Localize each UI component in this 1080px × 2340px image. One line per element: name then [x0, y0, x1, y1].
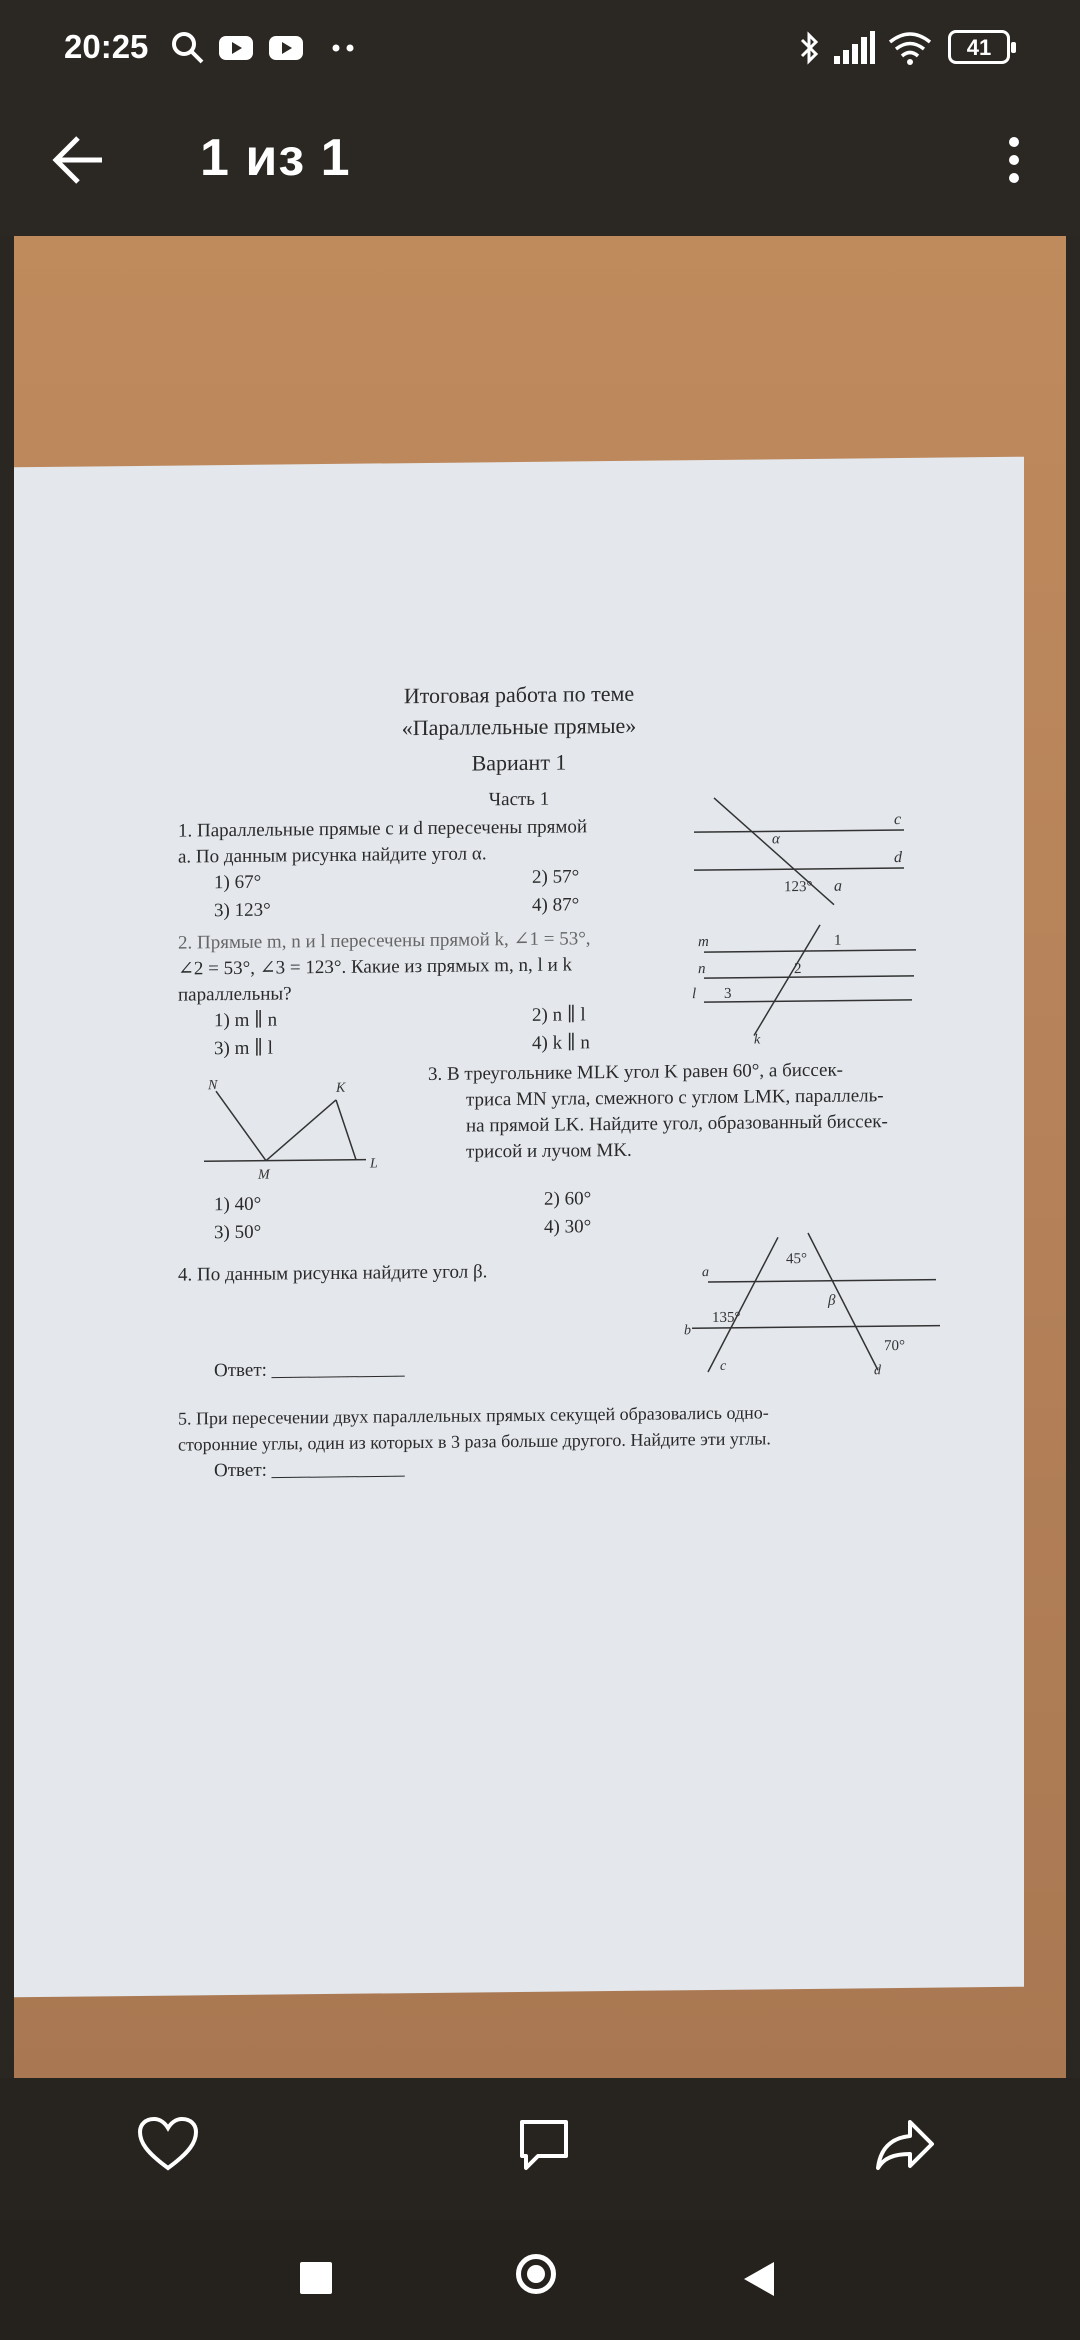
fig2-label-n: n	[698, 961, 706, 978]
fig2-angle2: 2	[794, 961, 802, 978]
q1-option2: 2) 57°	[532, 866, 580, 888]
q1-option1: 1) 67°	[214, 871, 262, 894]
heart-icon[interactable]	[136, 2116, 200, 2172]
q3-option2: 2) 60°	[544, 1188, 592, 1210]
photo-viewer[interactable]	[14, 236, 1066, 2078]
fig4-angle-45: 45°	[786, 1250, 807, 1268]
doc-title: Итоговая работа по теме	[403, 680, 635, 709]
q3-option3: 3) 50°	[214, 1221, 262, 1244]
figure-1	[684, 792, 914, 914]
wifi-icon	[888, 30, 932, 66]
fig1-label-a: a	[834, 877, 842, 895]
doc-part: Часть 1	[488, 788, 550, 811]
q2-option2: 2) n ∥ l	[532, 1004, 586, 1026]
q3-line4: трисой и лучом MK.	[466, 1139, 632, 1163]
q1-option4: 4) 87°	[532, 894, 580, 916]
q2-line3: параллельны?	[178, 983, 292, 1006]
q2-option1: 1) m ∥ n	[214, 1009, 278, 1032]
fig3-label-K: K	[336, 1080, 346, 1096]
q2-line1: 2. Прямые m, n и l пересечены прямой k, ∠1 = 53°,	[178, 928, 591, 954]
doc-variant: Вариант 1	[471, 749, 567, 776]
q3-option4: 4) 30°	[544, 1216, 592, 1238]
youtube-icon	[218, 30, 254, 66]
q2-option4: 4) k ∥ n	[532, 1032, 590, 1054]
more-notifications-icon	[330, 30, 360, 66]
share-icon[interactable]	[874, 2118, 936, 2172]
status-time: 20:25	[64, 28, 149, 65]
fig4-label-d: d	[874, 1363, 881, 1379]
q4-text: 4. По данным рисунка найдите угол β.	[178, 1261, 488, 1286]
fig2-label-k: k	[754, 1032, 761, 1048]
back-button[interactable]	[742, 2260, 776, 2298]
figure-3	[194, 1073, 404, 1185]
doc-subtitle: «Параллельные прямые»	[401, 712, 637, 741]
recent-apps-button[interactable]	[300, 2262, 332, 2294]
fig2-label-l: l	[692, 986, 697, 1003]
system-nav-bar	[0, 2220, 1080, 2340]
q3-line2: триса MN угла, смежного с углом LMK, параллель-	[466, 1085, 884, 1111]
fig3-label-M: M	[258, 1167, 270, 1183]
worksheet-paper	[14, 457, 1024, 1998]
fig3-label-N: N	[208, 1078, 218, 1094]
q1-line2: a. По данным рисунка найдите угол α.	[178, 843, 487, 868]
q5-line1: 5. При пересечении двух параллельных прямых секущей образовались одно-	[178, 1402, 769, 1429]
battery-level: 41	[966, 35, 992, 60]
fig2-angle3: 3	[724, 985, 732, 1002]
home-button[interactable]	[516, 2254, 556, 2294]
bluetooth-icon	[794, 30, 824, 66]
page-counter: 1 из 1	[200, 129, 351, 187]
comment-icon[interactable]	[516, 2118, 572, 2172]
figure-2	[684, 916, 924, 1049]
more-options-icon[interactable]	[996, 130, 1032, 190]
youtube-icon	[268, 30, 304, 66]
fig1-alpha: α	[772, 831, 780, 848]
fig4-angle-135: 135°	[712, 1309, 741, 1326]
fig1-angle: 123°	[784, 878, 813, 896]
fig1-label-d: d	[894, 848, 902, 867]
search-icon	[170, 30, 206, 66]
fig4-label-b: b	[684, 1323, 691, 1339]
q3-option1: 1) 40°	[214, 1193, 262, 1216]
fig2-angle1: 1	[834, 932, 842, 949]
fig4-label-a: a	[702, 1265, 709, 1281]
fig4-beta: β	[828, 1292, 836, 1309]
q3-line3: на прямой LK. Найдите угол, образованный биссек-	[466, 1111, 888, 1137]
fig4-angle-70: 70°	[884, 1337, 905, 1355]
battery-icon	[948, 30, 1010, 64]
fig4-label-c: c	[720, 1358, 727, 1374]
back-arrow-icon[interactable]	[48, 130, 108, 190]
status-bar	[0, 0, 1080, 96]
q2-option3: 3) m ∥ l	[214, 1037, 273, 1060]
q5-answer: Ответ: ______________	[214, 1458, 405, 1482]
fig3-label-L: L	[370, 1156, 378, 1172]
fig2-label-m: m	[698, 934, 709, 951]
q5-line2: сторонние углы, один из которых в 3 раза больше другого. Найдите эти углы.	[178, 1428, 771, 1455]
figure-4	[678, 1228, 948, 1381]
q1-line1: 1. Параллельные прямые c и d пересечены прямой	[178, 816, 588, 842]
signal-icon	[832, 30, 876, 66]
q4-answer: Ответ: ______________	[214, 1358, 405, 1382]
q2-line2: ∠2 = 53°, ∠3 = 123°. Какие из прямых m, n, l и k	[178, 954, 572, 980]
fig1-label-c: c	[894, 810, 902, 829]
q3-line1: 3. В треугольнике MLK угол K равен 60°, а биссек-	[428, 1059, 844, 1085]
app-bar	[0, 96, 1080, 236]
q1-option3: 3) 123°	[214, 899, 271, 922]
